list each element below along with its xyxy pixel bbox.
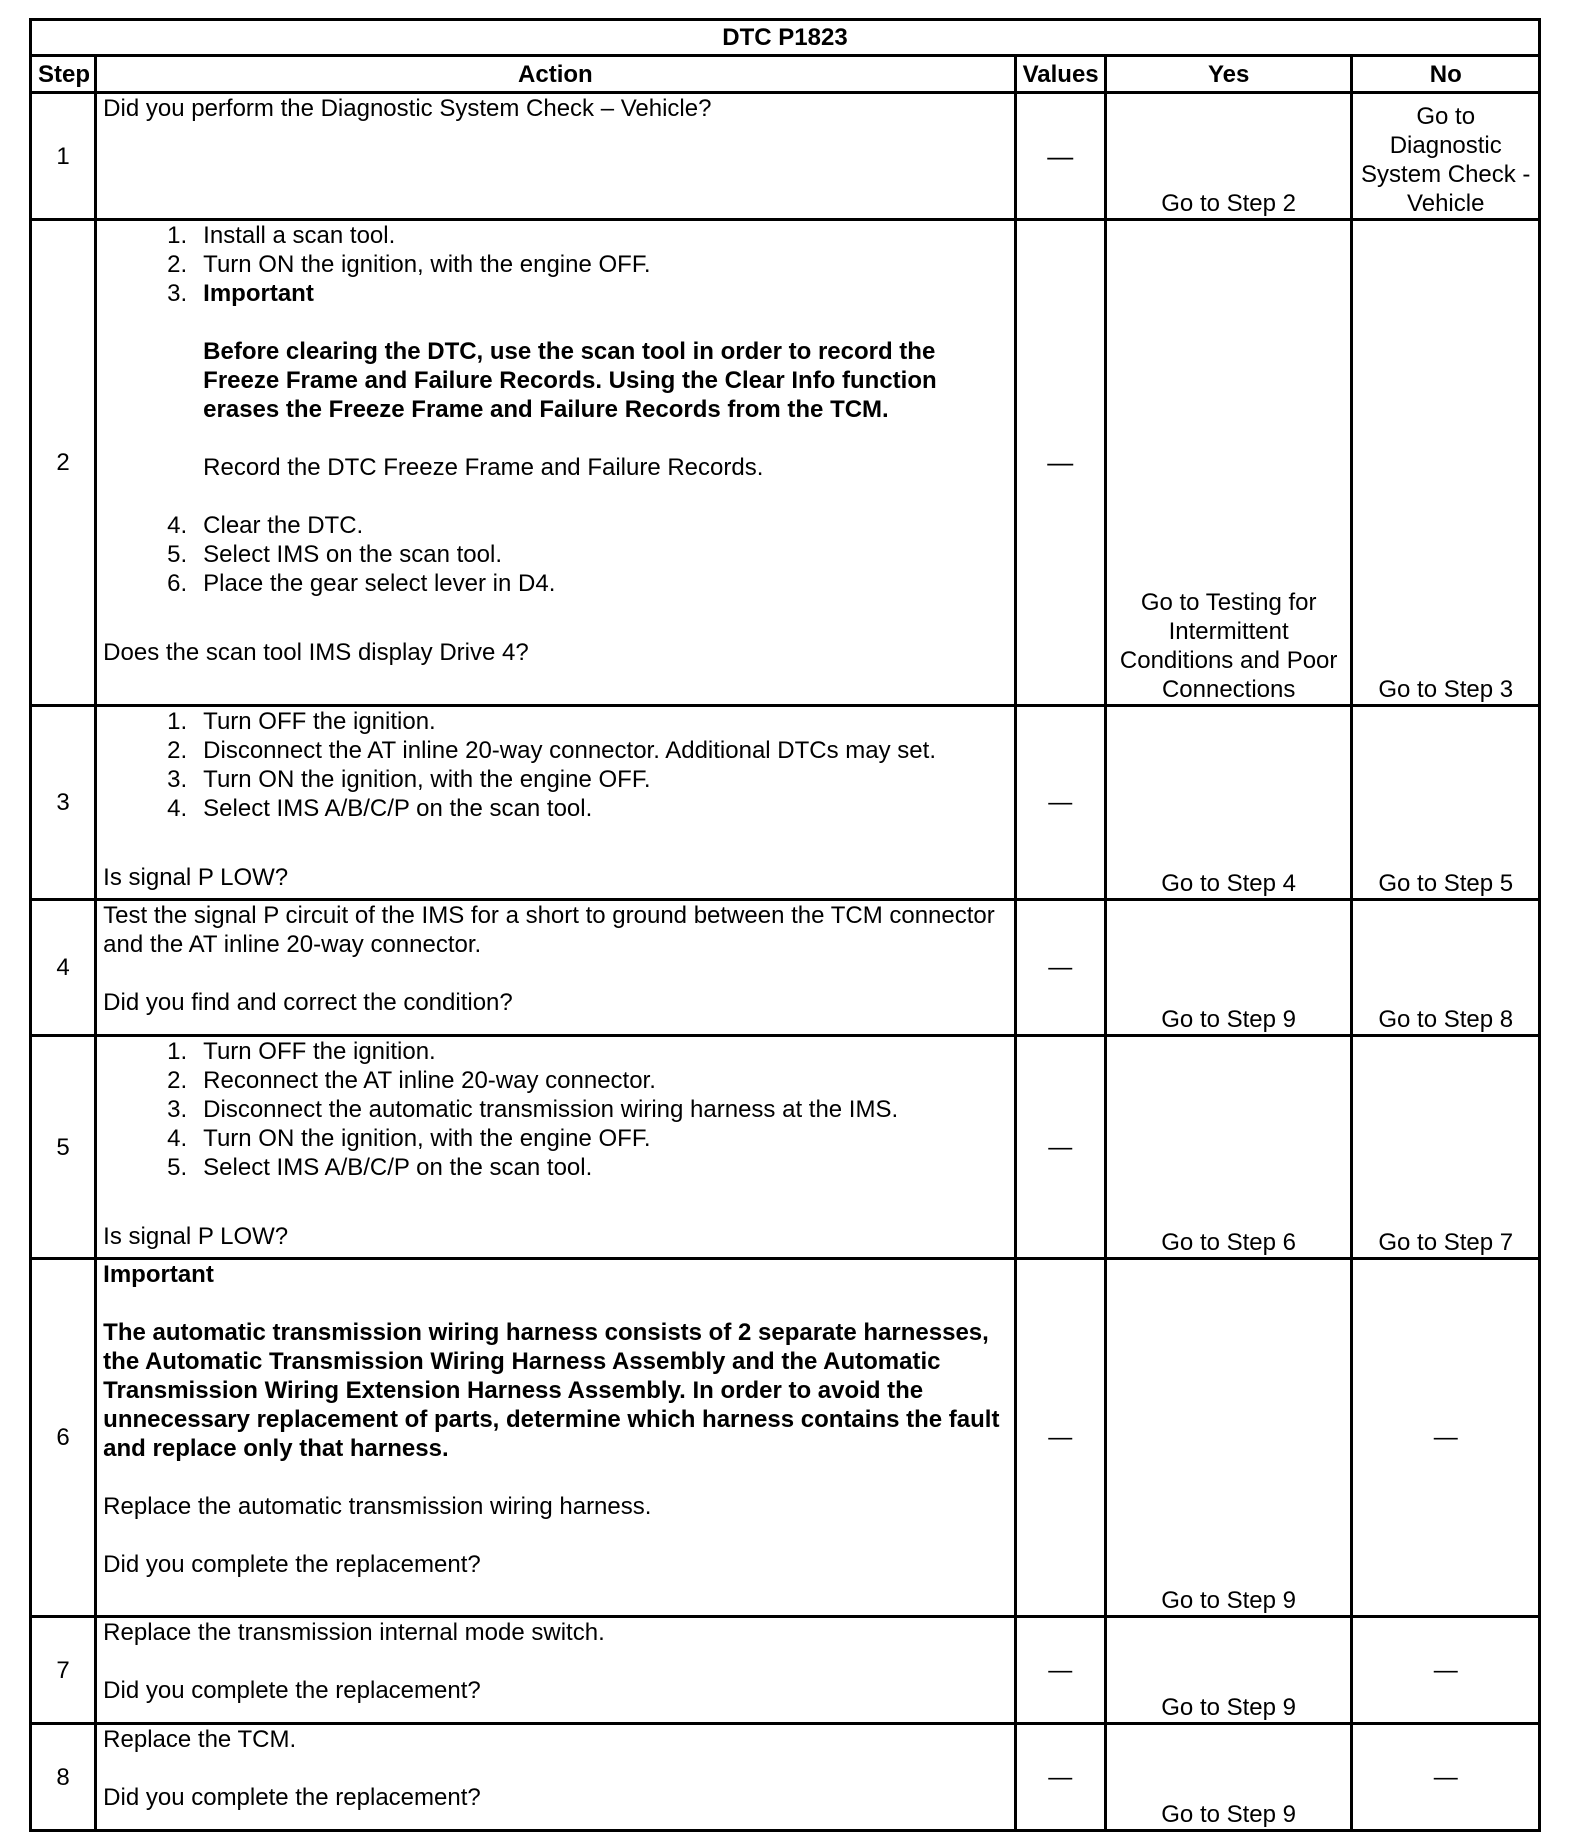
header-no: No	[1352, 56, 1540, 93]
header-yes: Yes	[1105, 56, 1352, 93]
step-number: 5	[31, 1036, 96, 1259]
table-row	[31, 220, 1540, 706]
important-label: Important	[103, 1261, 214, 1288]
item-number: 6.	[167, 570, 188, 597]
item-text: Turn ON the ignition, with the engine OFF.	[203, 766, 651, 793]
item-text: Reconnect the AT inline 20-way connector.	[203, 1067, 656, 1094]
action-cell	[96, 1036, 1015, 1259]
step-list	[103, 707, 1007, 823]
item-number: 3.	[167, 280, 188, 307]
action-question: Did you complete the replacement?	[103, 1551, 481, 1578]
step-number: 7	[31, 1617, 96, 1724]
table-row	[31, 1259, 1540, 1617]
item-text: Select IMS A/B/C/P on the scan tool.	[203, 795, 593, 822]
values-cell: —	[1015, 1617, 1105, 1724]
no-cell: Go to Step 3	[1352, 220, 1540, 706]
table-row	[31, 1036, 1540, 1259]
item-number: 1.	[167, 222, 188, 249]
table-row	[31, 1617, 1540, 1724]
list-item	[103, 221, 1007, 250]
action-note: Record the DTC Freeze Frame and Failure Records.	[203, 454, 764, 481]
values-cell: —	[1015, 706, 1105, 900]
dtc-table	[29, 18, 1541, 1832]
step-number: 3	[31, 706, 96, 900]
action-cell	[96, 220, 1015, 706]
action-text: Test the signal P circuit of the IMS for a short to ground between the TCM connector and the AT inline 20-way connector.	[103, 902, 995, 958]
action-question: Does the scan tool IMS display Drive 4?	[103, 639, 529, 666]
no-cell: —	[1352, 1259, 1540, 1617]
item-number: 3.	[167, 766, 188, 793]
action-text: Replace the transmission internal mode switch.	[103, 1619, 605, 1646]
list-item	[103, 1095, 1007, 1124]
no-cell: Go to Step 8	[1352, 900, 1540, 1036]
list-item	[103, 1066, 1007, 1095]
header-step: Step	[31, 56, 96, 93]
item-number: 5.	[167, 1154, 188, 1181]
table-row	[31, 900, 1540, 1036]
values-cell: —	[1015, 220, 1105, 706]
no-cell: —	[1352, 1617, 1540, 1724]
item-number: 3.	[167, 1096, 188, 1123]
list-item	[103, 736, 1007, 765]
action-question: Did you perform the Diagnostic System Check – Vehicle?	[103, 95, 712, 122]
item-text: Disconnect the AT inline 20-way connector. Additional DTCs may set.	[203, 737, 936, 764]
item-text: Turn ON the ignition, with the engine OFF.	[203, 1125, 651, 1152]
action-question: Did you complete the replacement?	[103, 1784, 481, 1811]
item-text: Select IMS A/B/C/P on the scan tool.	[203, 1154, 593, 1181]
values-cell: —	[1015, 1259, 1105, 1617]
step-number: 6	[31, 1259, 96, 1617]
item-text: Turn OFF the ignition.	[203, 708, 436, 735]
action-cell	[96, 900, 1015, 1036]
item-text: Turn OFF the ignition.	[203, 1038, 436, 1065]
table-row	[31, 1724, 1540, 1831]
yes-cell: Go to Step 6	[1105, 1036, 1352, 1259]
step-list	[103, 221, 1007, 308]
list-item	[103, 1037, 1007, 1066]
header-action: Action	[96, 56, 1015, 93]
list-item	[103, 794, 1007, 823]
yes-cell: Go to Step 2	[1105, 93, 1352, 220]
list-item	[103, 279, 1007, 308]
values-cell: —	[1015, 93, 1105, 220]
header-values: Values	[1015, 56, 1105, 93]
table-row	[31, 706, 1540, 900]
item-number: 1.	[167, 708, 188, 735]
item-text: Turn ON the ignition, with the engine OFF.	[203, 251, 651, 278]
item-number: 2.	[167, 1067, 188, 1094]
item-number: 4.	[167, 1125, 188, 1152]
values-cell: —	[1015, 1724, 1105, 1831]
item-number: 1.	[167, 1038, 188, 1065]
action-cell	[96, 1617, 1015, 1724]
action-cell	[96, 1259, 1015, 1617]
yes-cell: Go to Step 4	[1105, 706, 1352, 900]
item-text: Place the gear select lever in D4.	[203, 570, 556, 597]
step-list	[103, 511, 1007, 598]
values-cell: —	[1015, 900, 1105, 1036]
list-item	[103, 765, 1007, 794]
no-cell: Go to Step 7	[1352, 1036, 1540, 1259]
step-number: 2	[31, 220, 96, 706]
important-label: Important	[203, 280, 314, 307]
list-item	[103, 511, 1007, 540]
yes-cell: Go to Step 9	[1105, 1617, 1352, 1724]
list-item	[103, 540, 1007, 569]
list-item	[103, 1124, 1007, 1153]
header-row	[31, 56, 1540, 93]
step-number: 8	[31, 1724, 96, 1831]
action-question: Did you find and correct the condition?	[103, 989, 513, 1016]
no-cell: Go to Diagnostic System Check - Vehicle	[1352, 93, 1540, 220]
list-item	[103, 569, 1007, 598]
action-question: Is signal P LOW?	[103, 864, 289, 891]
table-title: DTC P1823	[31, 20, 1540, 56]
item-text: Disconnect the automatic transmission wiring harness at the IMS.	[203, 1096, 899, 1123]
action-note: Replace the automatic transmission wiring harness.	[103, 1493, 652, 1520]
yes-cell: Go to Step 9	[1105, 1724, 1352, 1831]
item-text: Clear the DTC.	[203, 512, 364, 539]
action-cell	[96, 93, 1015, 220]
important-text: Before clearing the DTC, use the scan tool in order to record the Freeze Frame and Failure Records. Using the Clear Info function erases the Freeze Frame and Failure Records from the TCM.	[203, 338, 937, 423]
yes-cell: Go to Testing for Intermittent Conditions and Poor Connections	[1105, 220, 1352, 706]
item-number: 2.	[167, 737, 188, 764]
important-text: The automatic transmission wiring harness consists of 2 separate harnesses, the Automatic Transmission Wiring Harness Assembly and the Automatic Transmission Wiring Extension Harness Assembly. In order to avoid the unnecessary replacement of parts, determine which harness contains the fault and replace only that harness.	[103, 1319, 1000, 1462]
item-text: Select IMS on the scan tool.	[203, 541, 502, 568]
item-number: 4.	[167, 512, 188, 539]
action-text: Replace the TCM.	[103, 1726, 297, 1753]
action-question: Did you complete the replacement?	[103, 1677, 481, 1704]
item-number: 2.	[167, 251, 188, 278]
list-item	[103, 707, 1007, 736]
step-list	[103, 1037, 1007, 1182]
action-cell	[96, 1724, 1015, 1831]
item-text: Install a scan tool.	[203, 222, 396, 249]
step-number: 4	[31, 900, 96, 1036]
table-row	[31, 93, 1540, 220]
action-question: Is signal P LOW?	[103, 1223, 289, 1250]
list-item	[103, 250, 1007, 279]
list-item	[103, 1153, 1007, 1182]
no-cell: Go to Step 5	[1352, 706, 1540, 900]
no-cell: —	[1352, 1724, 1540, 1831]
values-cell: —	[1015, 1036, 1105, 1259]
item-number: 4.	[167, 795, 188, 822]
action-cell	[96, 706, 1015, 900]
item-number: 5.	[167, 541, 188, 568]
yes-cell: Go to Step 9	[1105, 900, 1352, 1036]
step-number: 1	[31, 93, 96, 220]
yes-cell: Go to Step 9	[1105, 1259, 1352, 1617]
